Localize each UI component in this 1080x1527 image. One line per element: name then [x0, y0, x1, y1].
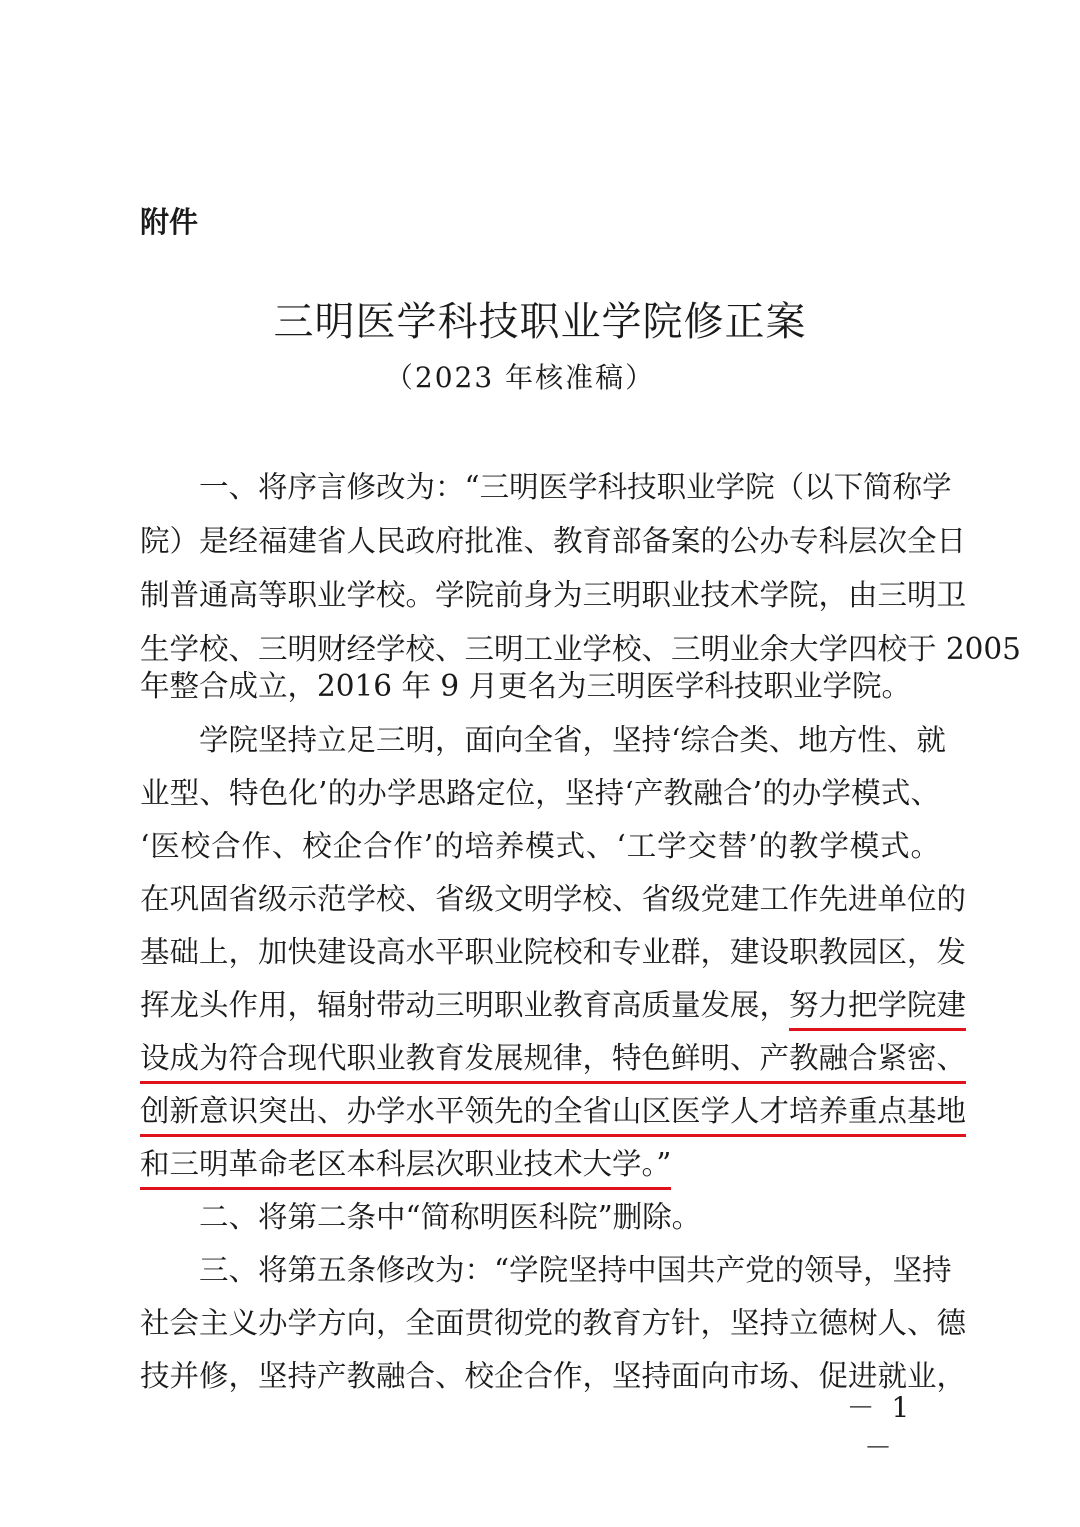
body-line: 基础上，加快建设高水平职业院校和专业群，建设职教园区，发	[140, 935, 967, 969]
body-line-plain-part: 挥龙头作用，辐射带动三明职业教育高质量发展，	[140, 988, 790, 1022]
attachment-label: 附件	[140, 205, 199, 239]
body-line: 社会主义办学方向，全面贯彻党的教育方针，坚持立德树人、德	[140, 1306, 967, 1340]
underlined-line	[140, 1091, 967, 1131]
body-line: 院）是经福建省人民政府批准、教育部备案的公办专科层次全日	[140, 524, 967, 558]
body-line: 生学校、三明财经学校、三明工业学校、三明业余大学四校于 2005	[140, 632, 1021, 666]
body-line: 在巩固省级示范学校、省级文明学校、省级党建工作先进单位的	[140, 882, 967, 916]
page-number: － 1 －	[846, 1391, 914, 1464]
body-line: 制普通高等职业学校。学院前身为三明职业技术学院，由三明卫	[140, 578, 967, 612]
underlined-line	[140, 1144, 940, 1184]
body-line: 年整合成立，2016 年 9 月更名为三明医学科技职业学院。	[140, 669, 911, 703]
document-title: 三明医学科技职业学院修正案	[273, 299, 807, 345]
body-line-mixed	[140, 985, 967, 1025]
underlined-text: 创新意识突出、办学水平领先的全省山区医学人才培养重点基地	[140, 1094, 966, 1137]
underlined-text: 和三明革命老区本科层次职业技术大学。”	[140, 1147, 671, 1190]
document-subtitle: （2023 年核准稿）	[384, 361, 656, 394]
body-line: 业型、特色化’的办学思路定位，坚持‘产教融合’的办学模式、	[140, 776, 940, 810]
underlined-line	[140, 1038, 967, 1078]
body-line: ‘医校合作、校企合作’的培养模式、‘工学交替’的教学模式。	[140, 829, 940, 863]
underlined-text: 设成为符合现代职业教育发展规律，特色鲜明、产教融合紧密、	[140, 1041, 966, 1084]
body-line: 学院坚持立足三明，面向全省，坚持‘综合类、地方性、就	[199, 723, 946, 757]
body-line: 技并修，坚持产教融合、校企合作，坚持面向市场、促进就业，	[140, 1359, 967, 1393]
underlined-text: 努力把学院建	[789, 988, 966, 1031]
body-line: 三、将第五条修改为：“学院坚持中国共产党的领导，坚持	[199, 1253, 952, 1287]
body-line: 二、将第二条中“简称明医科院”删除。	[199, 1200, 702, 1234]
body-line: 一、将序言修改为：“三明医学科技职业学院（以下简称学	[199, 470, 952, 504]
